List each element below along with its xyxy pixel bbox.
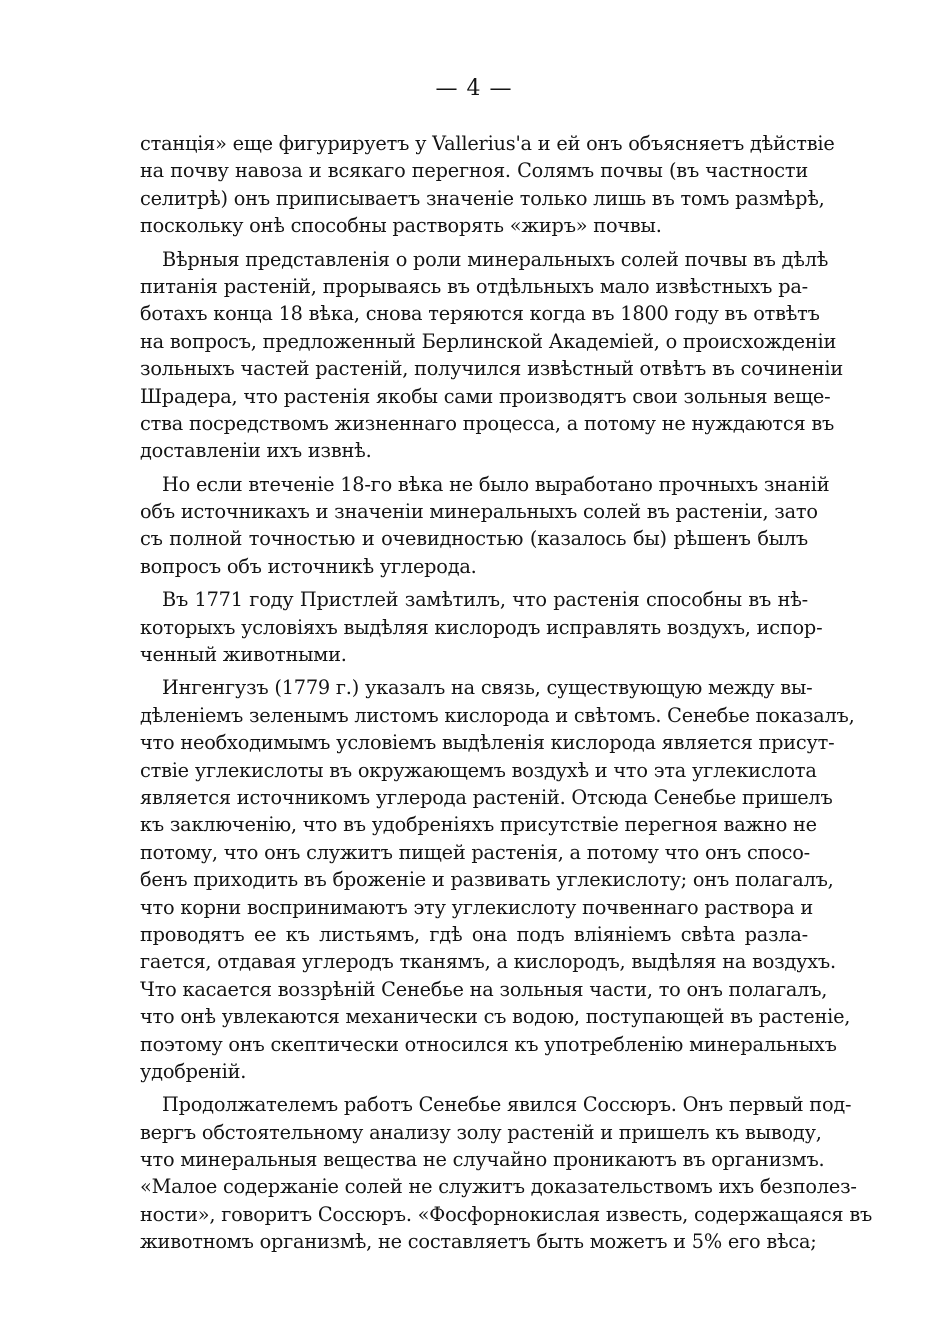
text-line: питанія растеній, прорываясь въ отдѣльныхъ мало извѣстныхъ ра- (140, 274, 808, 298)
text-line: ства посредствомъ жизненнаго процесса, а потому не нуждаются въ (140, 411, 835, 435)
text-line: ности», говоритъ Соссюръ. «Фосфорнокислая известь, содержащаяся въ (140, 1202, 873, 1226)
text-line: Шрадера, что растенія якобы сами производятъ свои зольныя веще- (140, 384, 831, 408)
text-line: ченный животными. (140, 643, 347, 667)
text-line: что корни воспринимаютъ эту углекислоту почвеннаго раствора и (140, 895, 813, 919)
paragraph (140, 674, 855, 1085)
text-line: дѣленіемъ зеленымъ листомъ кислорода и свѣтомъ. Сенебье показалъ, (140, 703, 855, 727)
text-line: вергъ обстоятельному анализу золу растеній и пришелъ къ выводу, (140, 1120, 822, 1144)
paragraph (140, 586, 823, 668)
text-line: на вопросъ, предложенный Берлинской Академіей, о происхожденіи (140, 329, 837, 353)
text-line: селитрѣ) онъ приписываетъ значеніе только лишь въ томъ размѣрѣ, (140, 186, 825, 210)
text-line: Что касается воззрѣній Сенебье на зольныя части, то онъ полагалъ, (140, 977, 828, 1001)
paragraph (140, 471, 830, 581)
text-line: съ полной точностью и очевидностью (казалось бы) рѣшенъ былъ (140, 527, 808, 551)
text-line: Въ 1771 году Пристлей замѣтилъ, что растенія способны въ нѣ- (162, 588, 808, 612)
text-line: поскольку онѣ способны растворять «жиръ» почвы. (140, 214, 662, 238)
paragraph (140, 246, 843, 465)
text-line: Вѣрныя представленія о роли минеральныхъ солей почвы въ дѣлѣ (162, 247, 829, 271)
text-line: зольныхъ частей растеній, получился извѣстный отвѣтъ въ сочиненіи (140, 357, 843, 381)
text-line: ствіе углекислоты въ окружающемъ воздухѣ и что эта углекислота (140, 758, 817, 782)
text-line: что минеральныя вещества не случайно проникаютъ въ организмъ. (140, 1148, 825, 1172)
document-page (140, 74, 873, 1274)
paragraph (140, 130, 835, 240)
text-line: объ источникахъ и значеніи минеральныхъ солей въ растеніи, зато (140, 500, 818, 524)
text-line: «Малое содержаніе солей не служитъ доказательствомъ ихъ безполез- (140, 1175, 857, 1199)
text-line: вопросъ объ источникѣ углерода. (140, 554, 477, 578)
text-line: поэтому онъ скептически относился къ употребленію минеральныхъ (140, 1032, 837, 1056)
text-line: является источникомъ углерода растеній. Отсюда Сенебье пришелъ (140, 785, 833, 809)
text-line: которыхъ условіяхъ выдѣляя кислородъ исправлять воздухъ, испор- (140, 615, 823, 639)
text-line: Продолжателемъ работъ Сенебье явился Соссюръ. Онъ первый под- (162, 1093, 852, 1117)
text-line: проводятъ ее къ листьямъ, гдѣ она подъ вліяніемъ свѣта разла- (140, 922, 808, 946)
text-line: животномъ организмѣ, не составляетъ быть можетъ и 5% его вѣса; (140, 1230, 817, 1254)
text-line: потому, что онъ служитъ пищей растенія, а потому что онъ спосо- (140, 840, 810, 864)
text-line: удобреній. (140, 1059, 247, 1083)
text-line: ботахъ конца 18 вѣка, снова теряются когда въ 1800 году въ отвѣтъ (140, 302, 820, 326)
text-line: на почву навоза и всякаго перегноя. Солямъ почвы (въ частности (140, 159, 808, 183)
text-line: гается, отдавая углеродъ тканямъ, а кислородъ, выдѣляя на воздухъ. (140, 950, 836, 974)
text-line: доставленіи ихъ извнѣ. (140, 439, 372, 463)
paragraph (140, 1091, 873, 1255)
text-line: бенъ приходить въ броженіе и развивать углекислоту; онъ полагалъ, (140, 868, 834, 892)
text-line: Но если втеченіе 18-го вѣка не было выработано прочныхъ знаній (162, 472, 830, 496)
text-line: Ингенгузъ (1779 г.) указалъ на связь, существующую между вы- (162, 676, 813, 700)
page-number: — 4 — (435, 76, 513, 101)
text-line: что необходимымъ условіемъ выдѣленія кислорода является присут- (140, 731, 835, 755)
body-text (140, 130, 873, 1256)
text-line: станція» еще фигурируетъ у Vallerius'a и ей онъ объясняетъ дѣйствіе (140, 132, 835, 155)
text-line: что онѣ увлекаются механически съ водою, поступающей въ растеніе, (140, 1005, 851, 1029)
text-line: къ заключенію, что въ удобреніяхъ присутствіе перегноя важно не (140, 813, 817, 837)
